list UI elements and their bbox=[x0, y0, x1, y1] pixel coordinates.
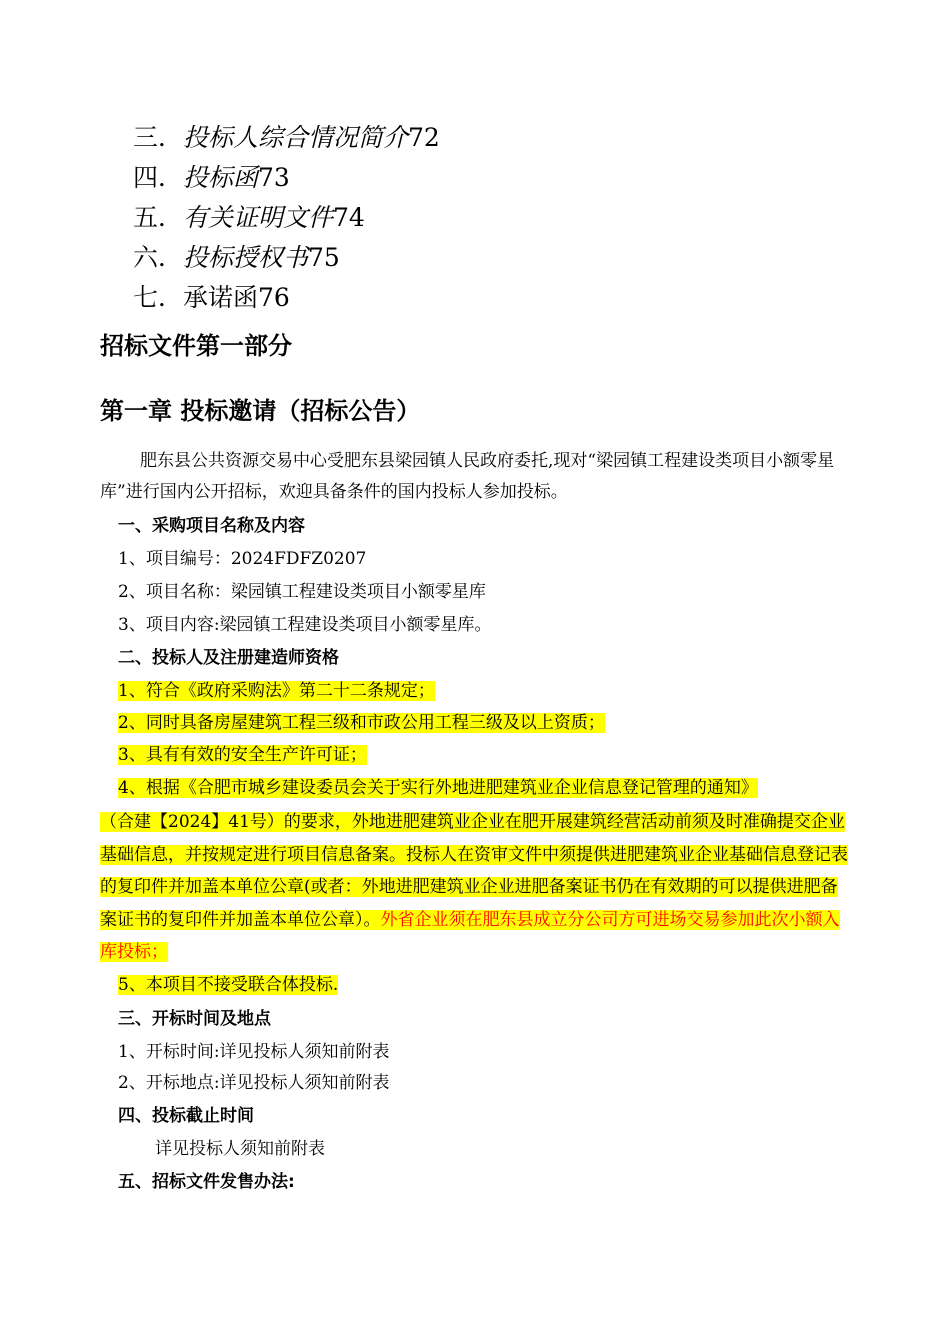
section-heading: 三、开标时间及地点 bbox=[118, 1009, 271, 1029]
toc-number: 三． bbox=[133, 123, 184, 152]
toc-number: 四． bbox=[133, 163, 184, 192]
intro-paragraph: 肥东县公共资源交易中心受肥东县梁园镇人民政府委托,现对“梁园镇工程建设类项目小额零星库”进行国内公开招标，欢迎具备条件的国内投标人参加投标。 bbox=[100, 451, 835, 502]
toc-entry[interactable] bbox=[133, 242, 340, 274]
toc-entry[interactable] bbox=[133, 202, 365, 234]
section-heading: 一、采购项目名称及内容 bbox=[118, 516, 305, 536]
highlight-text: 2、同时具备房屋建筑工程三级和市政公用工程三级及以上资质； bbox=[118, 713, 605, 733]
toc-title: 投标人综合情况简介 bbox=[183, 123, 409, 152]
highlight-text: 4、根据《合肥市城乡建设委员会关于实行外地进肥建筑业企业信息登记管理的通知》 bbox=[118, 778, 758, 798]
section-heading: 四、投标截止时间 bbox=[118, 1106, 254, 1126]
list-item: 2、开标地点:详见投标人须知前附表 bbox=[118, 1073, 390, 1093]
toc-title: 投标函 bbox=[183, 163, 259, 192]
toc-number: 六． bbox=[133, 243, 184, 272]
toc-title: 有关证明文件 bbox=[183, 203, 334, 232]
toc-page: 74 bbox=[333, 203, 365, 232]
highlight-text: 1、符合《政府采购法》第二十二条规定； bbox=[118, 681, 435, 701]
part-title: 招标文件第一部分 bbox=[100, 332, 292, 360]
highlighted-paragraph bbox=[100, 806, 850, 969]
highlight-text: 3、具有有效的安全生产许可证； bbox=[118, 745, 367, 765]
toc-page: 72 bbox=[408, 123, 440, 152]
list-item: 1、项目编号：2024FDFZ0207 bbox=[118, 549, 367, 569]
toc-title: 投标授权书 bbox=[183, 243, 309, 272]
section-text: 详见投标人须知前附表 bbox=[155, 1139, 325, 1159]
highlighted-item bbox=[118, 970, 338, 1000]
highlight-text: 5、本项目不接受联合体投标. bbox=[118, 975, 339, 995]
section-heading: 二、投标人及注册建造师资格 bbox=[118, 648, 339, 668]
chapter-title: 第一章 投标邀请（招标公告） bbox=[100, 397, 421, 425]
highlighted-item bbox=[118, 773, 758, 803]
toc-page: 76 bbox=[258, 283, 290, 312]
highlighted-item bbox=[118, 740, 367, 770]
highlighted-item bbox=[118, 708, 605, 738]
highlighted-item bbox=[118, 676, 435, 706]
toc-page: 75 bbox=[308, 243, 340, 272]
highlight-text: （合建【2024】41号）的要求，外地进肥建筑业企业在肥开展建筑经营活动前须及时准确提交企业基础信息，并按规定进行项目信息备案。投标人在资审文件中须提供进肥建筑业企业基础信息登记表的复印件并加盖本单位公章(或者：外地进肥建筑业企业进肥备案证书仍在有效期的可以提供进肥备案证书的复印件并加盖本单位公章）。 bbox=[100, 812, 848, 930]
toc-title: 承诺函 bbox=[183, 283, 259, 312]
list-item: 3、项目内容:梁园镇工程建设类项目小额零星库。 bbox=[118, 615, 492, 635]
red-highlight-text: 外省企业须在肥东县成立分公司方可进场交易参加此次小额入库投标； bbox=[100, 909, 840, 962]
toc-entry[interactable] bbox=[133, 162, 290, 194]
toc-number: 七． bbox=[133, 283, 184, 312]
section-heading: 五、招标文件发售办法: bbox=[118, 1172, 295, 1192]
list-item: 2、项目名称：梁园镇工程建设类项目小额零星库 bbox=[118, 582, 486, 602]
toc-entry[interactable] bbox=[133, 282, 290, 314]
toc-page: 73 bbox=[258, 163, 290, 192]
toc-entry[interactable] bbox=[133, 122, 440, 154]
toc-number: 五． bbox=[133, 203, 184, 232]
list-item: 1、开标时间:详见投标人须知前附表 bbox=[118, 1042, 390, 1062]
